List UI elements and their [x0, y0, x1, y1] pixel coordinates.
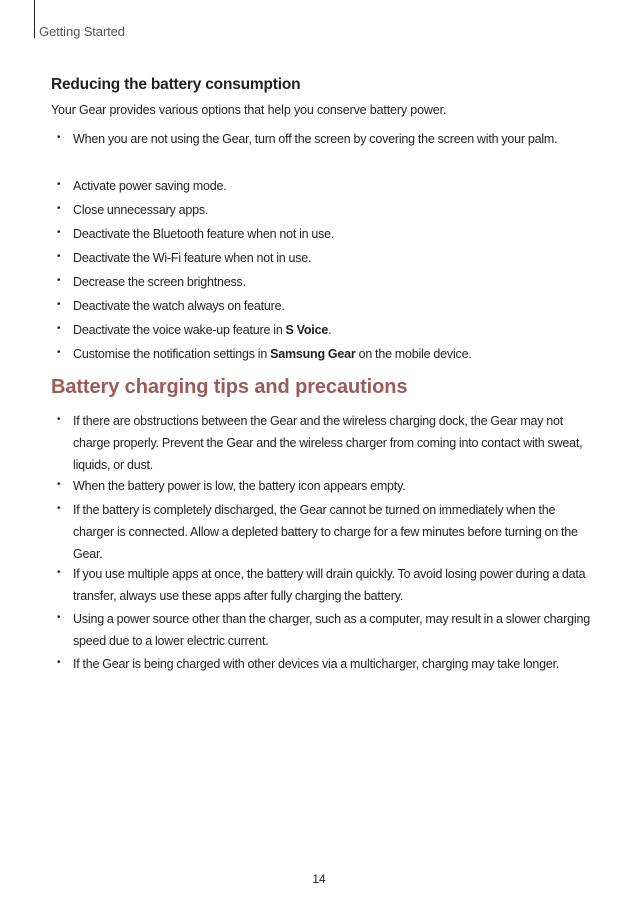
bullet-dot: •	[57, 227, 61, 238]
section-heading-charging-tips: Battery charging tips and precautions	[51, 376, 408, 398]
section-intro: Your Gear provides various options that help you conserve battery power.	[51, 103, 447, 117]
bullet-dot: •	[57, 299, 61, 310]
bullet-dot: •	[57, 323, 61, 334]
section-heading-battery-consumption: Reducing the battery consumption	[51, 76, 301, 93]
page-edge-rule	[34, 0, 35, 38]
bullet-dot: •	[57, 251, 61, 262]
chapter-header: Getting Started	[39, 24, 125, 39]
list-item-text: Deactivate the voice wake-up feature in S Voice.	[73, 323, 332, 337]
bullet-dot: •	[57, 203, 61, 214]
list-item-text: Deactivate the Wi-Fi feature when not in use.	[73, 251, 312, 265]
bullet-dot: •	[57, 179, 61, 190]
bullet-dot: •	[57, 347, 61, 358]
bullet-dot: •	[57, 657, 61, 668]
page-number: 14	[312, 872, 326, 886]
bullet-dot: •	[57, 503, 61, 514]
bullet-dot: •	[57, 612, 61, 623]
list-item-text: If the Gear is being charged with other devices via a multicharger, charging may take longer.	[73, 657, 560, 671]
bullet-dot: •	[57, 479, 61, 490]
list-item-text: Close unnecessary apps.	[73, 203, 209, 217]
bullet-dot: •	[57, 132, 61, 143]
bullet-dot: •	[57, 567, 61, 578]
list-item-text: If you use multiple apps at once, the battery will drain quickly. To avoid losing power during a data transfer, always use these apps after fully charging the battery.	[73, 567, 586, 603]
list-item-text: When you are not using the Gear, turn off the screen by covering the screen with your palm.	[73, 132, 558, 146]
list-item-text: Decrease the screen brightness.	[73, 275, 246, 289]
list-item-text: Activate power saving mode.	[73, 179, 227, 193]
list-item-text: When the battery power is low, the battery icon appears empty.	[73, 479, 406, 493]
list-item-text: Customise the notification settings in Samsung Gear on the mobile device.	[73, 347, 472, 361]
list-item-text: Using a power source other than the charger, such as a computer, may result in a slower charging speed due to a lower electric current.	[73, 612, 590, 648]
list-item-text: Deactivate the Bluetooth feature when not in use.	[73, 227, 335, 241]
list-item-text: If there are obstructions between the Gear and the wireless charging dock, the Gear may not charge properly. Prevent the Gear and the wireless charger from coming into contact with sweat, liquids, or dust.	[73, 414, 583, 472]
bullet-dot: •	[57, 414, 61, 425]
list-item-text: If the battery is completely discharged, the Gear cannot be turned on immediately when the charger is connected. Allow a depleted battery to charge for a few minutes before turning on the Gear.	[73, 503, 578, 561]
list-item-text: Deactivate the watch always on feature.	[73, 299, 285, 313]
bullet-dot: •	[57, 275, 61, 286]
